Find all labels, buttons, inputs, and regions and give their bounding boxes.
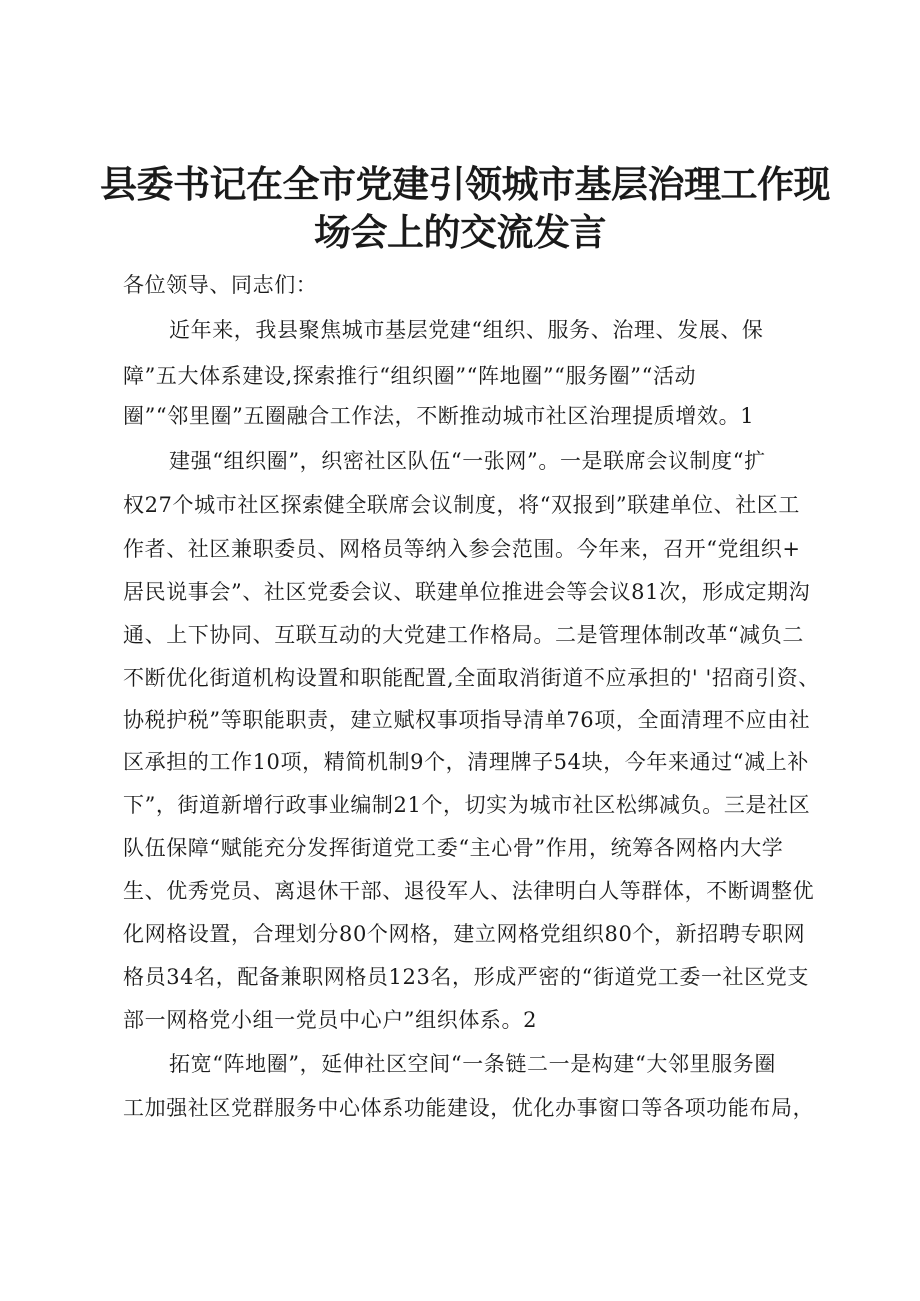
paragraph-line: 权27个城市社区探索健全联席会议制度，将“双报到”联建单位、社区工 bbox=[123, 493, 800, 517]
paragraph-line: 障”五大体系建设,探索推行“组织圈”“阵地圈”“服务圈”“活动 bbox=[123, 364, 697, 388]
document-title-line-1: 县委书记在全市党建引领城市基层治理工作现 bbox=[100, 163, 830, 206]
paragraph-line: 下”，街道新增行政事业编制21个，切实为城市社区松绑减负。三是社区 bbox=[123, 793, 811, 817]
paragraph-line: 队伍保障“赋能充分发挥街道党工委“主心骨”作用，统筹各网格内大学 bbox=[123, 836, 784, 860]
paragraph-line: 部一网格党小组一党员中心户”组织体系。2 bbox=[123, 1008, 538, 1032]
paragraph-line: 生、优秀党员、离退休干部、退役军人、法律明白人等群体，不断调整优 bbox=[123, 879, 815, 903]
paragraph-line: 协税护税”等职能职责，建立赋权事项指导清单76项，全面清理不应由社 bbox=[123, 708, 811, 732]
paragraph-line: 工加强社区党群服务中心体系功能建设，优化办事窗口等各项功能布局， bbox=[123, 1096, 815, 1120]
paragraph-line: 区承担的工作10项，精简机制9个，清理牌子54块，今年来通过“减上补 bbox=[123, 750, 809, 774]
paragraph-line: 化网格设置，合理划分80个网格，建立网格党组织80个，新招聘专职网 bbox=[123, 922, 806, 946]
paragraph-line: 格员34名，配备兼职网格员123名，形成严密的“街道党工委一社区党支 bbox=[123, 965, 809, 989]
paragraph-line: 建强“组织圈”，织密社区队伍“一张网”。一是联席会议制度“扩 bbox=[169, 449, 766, 473]
paragraph-line: 近年来，我县聚焦城市基层党建“组织、服务、治理、发展、保 bbox=[169, 318, 764, 342]
salutation: 各位领导、同志们： bbox=[123, 273, 318, 297]
paragraph-line: 圈”“邻里圈”五圈融合工作法，不断推动城市社区治理提质增效。1 bbox=[123, 404, 755, 428]
paragraph-line: 不断优化街道机构设置和职能配置,全面取消街道不应承担的' '招商引资、 bbox=[123, 666, 820, 690]
paragraph-line: 作者、社区兼职委员、网格员等纳入参会范围。今年来，召开“党组织+ bbox=[123, 537, 801, 561]
paragraph-line: 拓宽“阵地圈”，延伸社区空间“一条链二一是构建“大邻里服务圈 bbox=[169, 1052, 776, 1076]
paragraph-line: 居民说事会”、社区党委会议、联建单位推进会等会议81次，形成定期沟 bbox=[123, 580, 811, 604]
document-title-line-2: 场会上的交流发言 bbox=[314, 211, 606, 254]
paragraph-line: 通、上下协同、互联互动的大党建工作格局。二是管理体制改革“减负二 bbox=[123, 623, 804, 647]
